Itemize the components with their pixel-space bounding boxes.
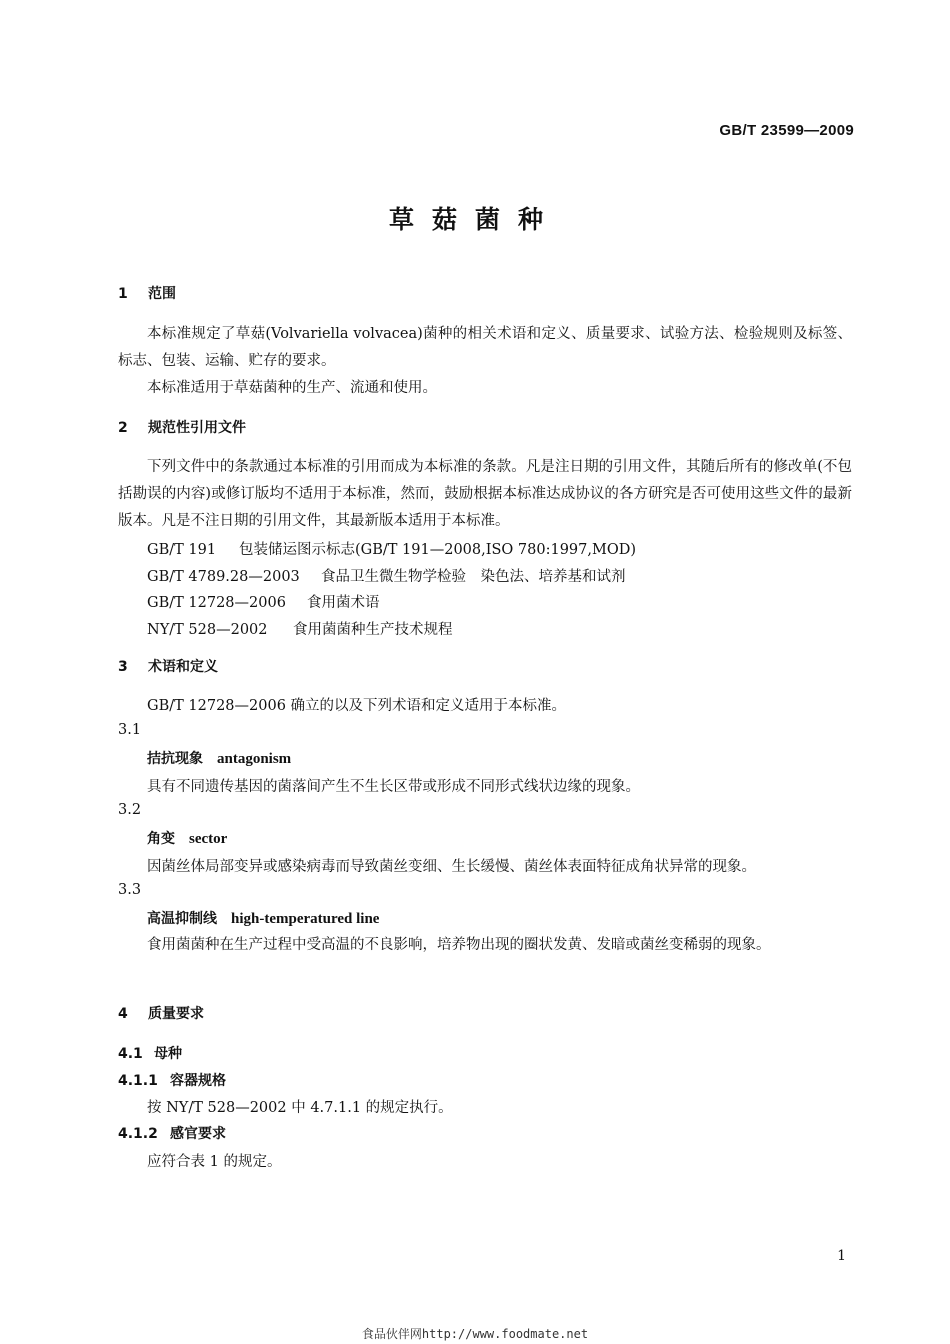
section-3-intro: GB/T 12728—2006 确立的以及下列术语和定义适用于本标准。: [147, 698, 567, 714]
term-english: antagonism: [217, 751, 292, 767]
section-title: 质量要求: [148, 1006, 204, 1022]
clause-number: 3.2: [118, 802, 142, 818]
section-2-body: [118, 454, 852, 535]
document-title: 草菇菌种: [388, 205, 561, 234]
section-title: 规范性引用文件: [148, 420, 246, 436]
term-definition: 具有不同遗传基因的菌落间产生不生长区带或形成不同形式线状边缘的现象。: [147, 779, 640, 795]
footer-watermark: 食品伙伴网http://www.foodmate.net: [361, 1327, 589, 1341]
section-1-body: [118, 321, 852, 402]
reference-name: 食用菌菌种生产技术规程: [293, 622, 453, 638]
clause-4-1-heading: [118, 1043, 182, 1063]
term-english: sector: [189, 831, 228, 847]
section-2-heading: [118, 417, 246, 437]
section-title: 术语和定义: [148, 659, 218, 675]
paragraph: 下列文件中的条款通过本标准的引用而成为本标准的条款。凡是注日期的引用文件，其随后所有的修改单(不包括勘误的内容)或修订版均不适用于本标准，然而，鼓励根据本标准达成协议的各方研究是否可使用这些文件的最新版本。凡是不注日期的引用文件，其最新版本适用于本标准。: [118, 459, 852, 529]
clause-title: 感官要求: [170, 1126, 226, 1142]
reference-code: NY/T 528—2002: [147, 622, 268, 638]
clause-title: 母种: [154, 1046, 182, 1062]
term-chinese: 拮抗现象: [147, 751, 203, 767]
reference-name: 食品卫生微生物学检验 染色法、培养基和试剂: [321, 569, 626, 585]
section-number: 1: [118, 286, 128, 302]
reference-code: GB/T 4789.28—2003: [147, 569, 300, 585]
reference-item: [147, 618, 453, 639]
reference-item: [147, 591, 380, 612]
section-number: 3: [118, 659, 128, 675]
term-english: high-temperatured line: [231, 911, 380, 927]
standard-number: GB/T 23599—2009: [719, 122, 854, 139]
clause-4-1-1-heading: [118, 1070, 226, 1090]
paragraph: 食用菌菌种在生产过程中受高温的不良影响，培养物出现的圈状发黄、发暗或菌丝变稀弱的现象。: [147, 937, 771, 953]
term-heading: [147, 748, 291, 768]
reference-name: 食用菌术语: [307, 595, 380, 611]
section-1-heading: [118, 283, 176, 303]
clause-number: 4.1: [118, 1046, 143, 1062]
section-3-heading: [118, 656, 218, 676]
term-chinese: 高温抑制线: [147, 911, 217, 927]
term-heading: [147, 828, 227, 848]
paragraph: 本标准规定了草菇(Volvariella volvacea)菌种的相关术语和定义、质量要求、试验方法、检验规则及标签、标志、包装、运输、贮存的要求。: [118, 326, 852, 369]
reference-name: 包装储运图示标志(GB/T 191—2008,ISO 780:1997,MOD): [239, 542, 636, 558]
term-definition: [118, 932, 852, 959]
section-number: 4: [118, 1006, 128, 1022]
clause-number: 3.1: [118, 722, 142, 738]
section-number: 2: [118, 420, 128, 436]
section-title: 范围: [148, 286, 176, 302]
page-number: 1: [837, 1248, 846, 1264]
paragraph: 本标准适用于草菇菌种的生产、流通和使用。: [147, 380, 437, 396]
clause-text: 按 NY/T 528—2002 中 4.7.1.1 的规定执行。: [147, 1100, 453, 1116]
reference-item: [147, 538, 636, 559]
reference-item: [147, 565, 626, 586]
clause-number: 3.3: [118, 882, 142, 898]
clause-title: 容器规格: [170, 1073, 226, 1089]
clause-4-1-2-heading: [118, 1123, 226, 1143]
term-definition: 因菌丝体局部变异或感染病毒而导致菌丝变细、生长缓慢、菌丝体表面特征成角状异常的现象。: [147, 859, 756, 875]
clause-number: 4.1.1: [118, 1073, 158, 1089]
term-heading: [147, 908, 379, 928]
clause-text: 应符合表 1 的规定。: [147, 1154, 282, 1170]
section-4-heading: [118, 1003, 204, 1023]
reference-code: GB/T 191: [147, 542, 217, 558]
reference-code: GB/T 12728—2006: [147, 595, 286, 611]
term-chinese: 角变: [147, 831, 175, 847]
clause-number: 4.1.2: [118, 1126, 158, 1142]
